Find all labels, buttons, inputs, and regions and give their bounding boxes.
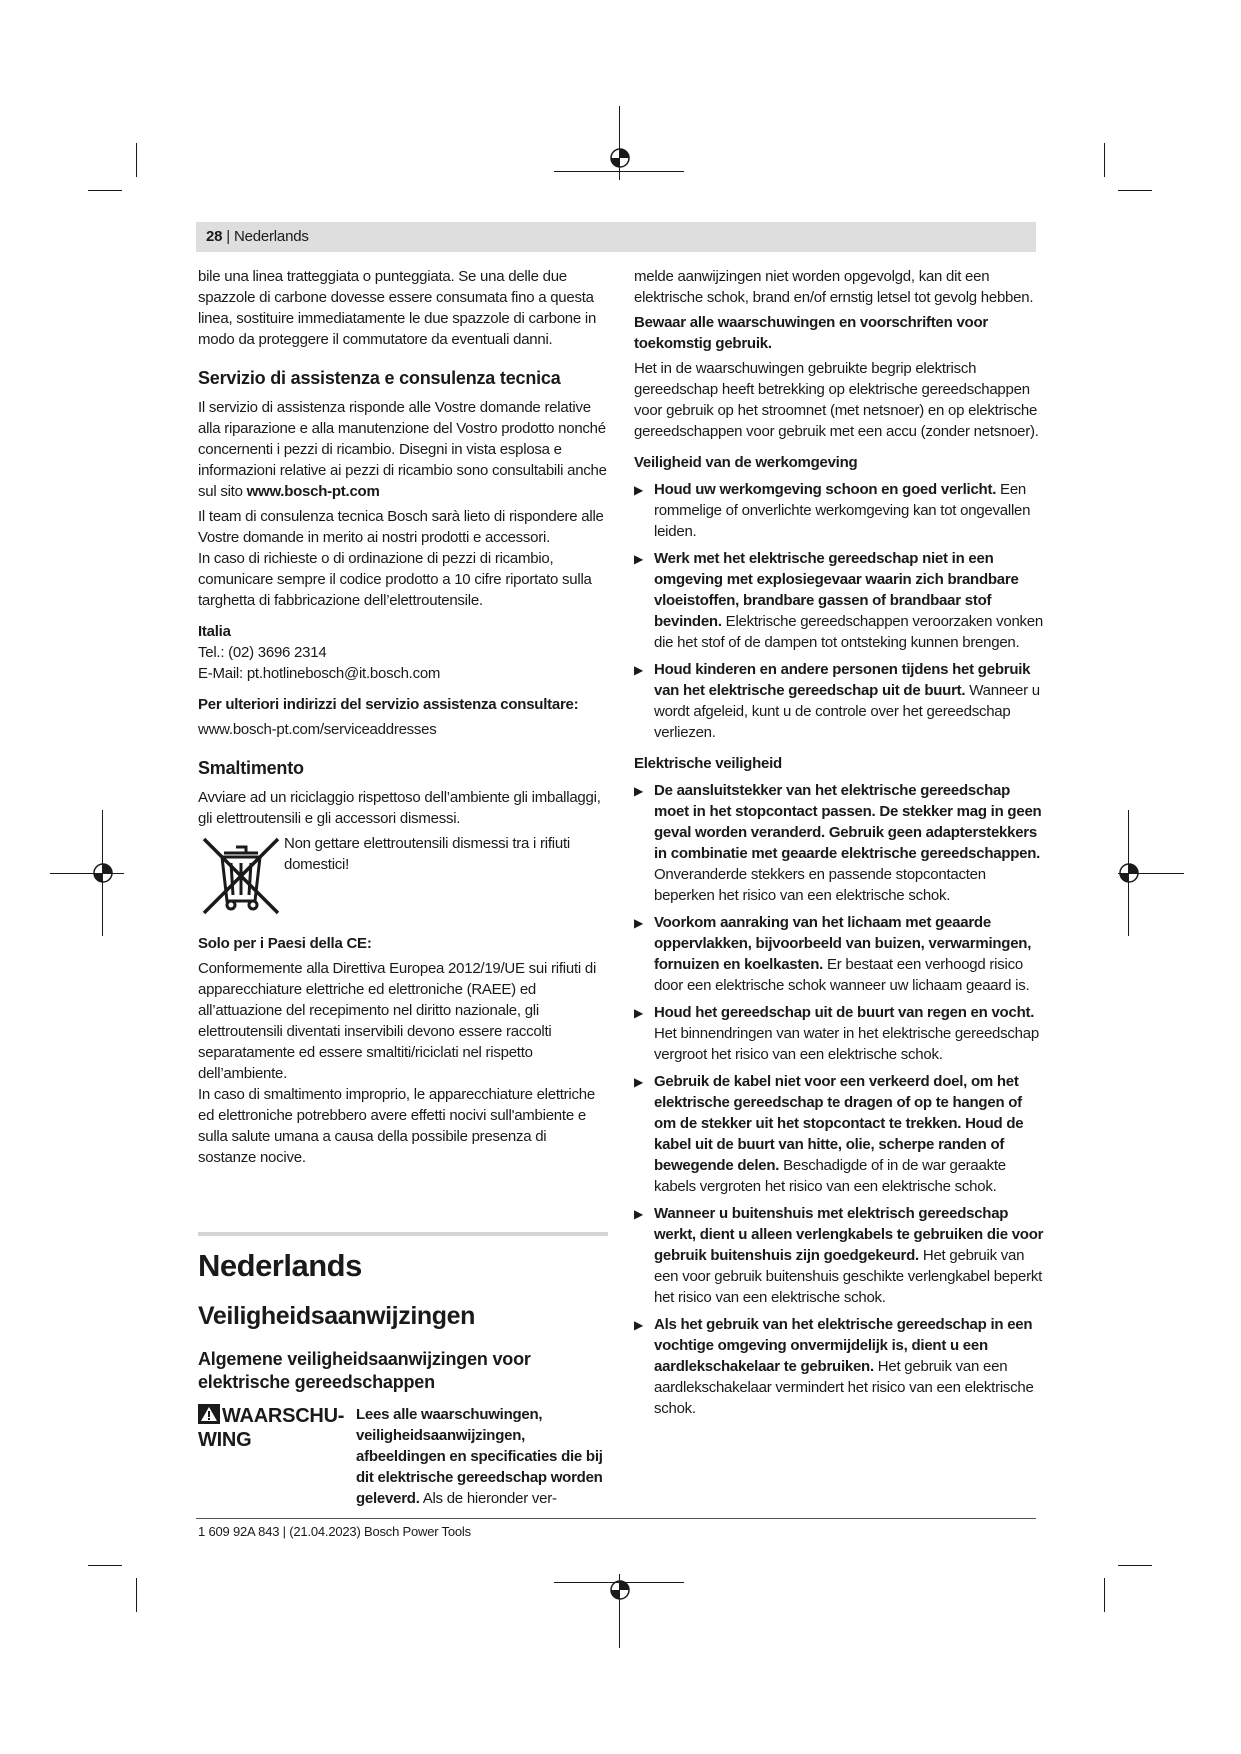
page-header (196, 222, 1036, 252)
list-item: ▶ Houd het gereedschap uit de buurt van regen en vocht. Het binnendringen van water in het elektrische gereedschap vergroot het risico van een elektrische schok. (634, 1004, 1039, 1063)
continuation-paragraph: melde aanwijzingen niet worden opgevolgd, kan dit een elektrische schok, brand en/of ernstig letsel tot gevolg hebben. (634, 268, 1034, 306)
country-name: Italia (198, 623, 231, 640)
eu-heading: Solo per i Paesi della CE: (198, 935, 372, 952)
registration-target-top (606, 144, 634, 172)
crossed-bin-icon (198, 833, 284, 919)
warning-block (198, 1404, 608, 1509)
service-paragraph-3: In caso di richieste o di ordinazione di pezzi di ricambio, comunicare sempre il codice prodotto a 10 cifre riportato sulla targhetta di fabbricazione dell’elettroutensile. (198, 550, 592, 609)
intro-paragraph: bile una linea tratteggiata o punteggiata. Se una delle due spazzole di carbone dovesse essere consumata fino a questa linea, sostituire immediatamente le due spazzole di carbone in modo da proteggere il commutatore da eventuali danni. (198, 268, 597, 348)
triangle-right-icon: ▶ (634, 1318, 643, 1332)
list-item: ▶ Wanneer u buitenshuis met elektrisch gereedschap werkt, dient u alleen verlengkabels te gebruiken die voor gebruik buitenshuis zijn goedgekeurd. Het gebruik van een voor gebruik buitenshuis geschikte verlengkabel beperkt het risico van een elektrische schok. (634, 1205, 1044, 1306)
triangle-right-icon: ▶ (634, 1207, 643, 1221)
addresses-url: www.bosch-pt.com/serviceaddresses (198, 721, 437, 738)
work-area-heading: Veiligheid van de werkomgeving (634, 454, 858, 471)
service-heading: Servizio di assistenza e consulenza tecnica (198, 368, 561, 388)
list-item: ▶ Als het gebruik van het elektrische gereedschap in een vochtige omgeving onvermijdelijk is, dient u een aardlekschakelaar te gebruiken. Het gebruik van een aardlekschakelaar vermindert het risico van een elektrische schok. (634, 1316, 1034, 1417)
list-item: ▶ Houd uw werkomgeving schoon en goed verlicht. Een rommelige of onverlichte werkomgeving kan tot ongevallen leiden. (634, 481, 1031, 540)
disposal-notice (198, 833, 608, 919)
right-column (634, 266, 1044, 1419)
language-heading: Nederlands (198, 1248, 362, 1283)
email: E-Mail: pt.hotlinebosch@it.bosch.com (198, 665, 441, 682)
triangle-right-icon: ▶ (634, 552, 643, 566)
list-item: ▶ Voorkom aanraking van het lichaam met geaarde oppervlakken, bijvoorbeeld van buizen, verwarmingen, fornuizen en koelkasten. Er bestaat een verhoogd risico door een elektrische schok wanneer uw lichaam geaard is. (634, 914, 1032, 994)
header-section: Nederlands (233, 228, 309, 245)
left-column (198, 266, 608, 1509)
eu-paragraph-2: In caso di smaltimento improprio, le apparecchiature elettriche ed elettroniche potrebbero avere effetti nocivi sull'ambiente e sulla salute umana a causa della possibile presenza di sostanze nocive. (198, 1086, 595, 1166)
triangle-right-icon: ▶ (634, 916, 643, 930)
registration-target-bottom (606, 1576, 634, 1604)
service-url: www.bosch-pt.com (246, 483, 380, 500)
warning-triangle-icon (198, 1404, 220, 1424)
list-item: ▶ Werk met het elektrische gereedschap niet in een omgeving met explosiegevaar waarin zich brandbare vloeistoffen, brandbare gassen of brandbaar stof bevinden. Elektrische gereedschappen veroorzaken vonken die het stof of de dampen tot ontsteking kunnen brengen. (634, 550, 1043, 651)
general-safety-heading: Algemene veiligheidsaanwijzingen voor elektrische gereedschappen (198, 1349, 531, 1392)
list-item: ▶ Gebruik de kabel niet voor een verkeerd doel, om het elektrische gereedschap te dragen of op te hangen of om de stekker uit het stopcontact te trekken. Houd de kabel uit de buurt van hitte, olie, scherpe randen of bewegende delen. Beschadigde of in de war geraakte kabels vergroten het risico van een elektrische schok. (634, 1073, 1024, 1195)
phone: Tel.: (02) 3696 2314 (198, 644, 327, 661)
footer-rule (196, 1518, 1036, 1519)
disposal-icon-text: Non gettare elettroutensili dismessi tra i rifiuti domestici! (284, 835, 570, 873)
triangle-right-icon: ▶ (634, 784, 643, 798)
page-number: 28 (206, 228, 223, 245)
warning-label: WAARSCHU-WING (198, 1405, 345, 1451)
list-item: ▶ Houd kinderen en andere personen tijdens het gebruik van het elektrische gereedschap uit de buurt. Wanneer u wordt afgeleid, kunt u de controle over het gereedschap verliezen. (634, 661, 1040, 741)
more-addresses-label: Per ulteriori indirizzi del servizio assistenza consultare: (198, 696, 579, 713)
service-paragraph-2: Il team di consulenza tecnica Bosch sarà lieto di rispondere alle Vostre domande in merito ai nostri prodotti e accessori. (198, 508, 604, 546)
footer-text: 1 609 92A 843 | (21.04.2023) Bosch Power Tools (198, 1524, 471, 1539)
list-item: ▶ De aansluitstekker van het elektrische gereedschap moet in het stopcontact passen. De stekker mag in geen geval worden veranderd. Gebruik geen adapterstekkers in combinatie met geaarde elektrische gereedschappen. Onveranderde stekkers en passende stopcontacten beperken het risico van een elektrische schok. (634, 782, 1042, 904)
work-area-list (634, 479, 1044, 743)
warning-text: Lees alle waarschuwingen, veiligheidsaanwijzingen, afbeeldingen en specificaties die bij dit elektrische gereedschap worden geleverd. Als de hieronder ver- (356, 1406, 603, 1507)
electrical-safety-list (634, 780, 1044, 1419)
eu-paragraph-1: Conformemente alla Direttiva Europea 2012/19/UE sui rifiuti di apparecchiature elettriche ed elettroniche (RAEE) ed all’attuazione del recepimento nel diritto nazionale, gli elettroutensili diventati inservibili devono essere raccolti separatamente ed essere smaltiti/riciclati nel rispetto dell’ambiente. (198, 960, 597, 1082)
disposal-paragraph: Avviare ad un riciclaggio rispettoso dell’ambiente gli imballaggi, gli elettroutensili e gli accessori dismessi. (198, 789, 601, 827)
disposal-heading: Smaltimento (198, 758, 304, 778)
keep-instructions: Bewaar alle waarschuwingen en voorschriften voor toekomstig gebruik. (634, 314, 988, 352)
electrical-safety-heading: Elektrische veiligheid (634, 755, 782, 772)
service-paragraph-1: Il servizio di assistenza risponde alle Vostre domande relative alla riparazione e alla manutenzione del Vostro prodotto nonché concernenti i pezzi di ricambio. Disegni in vista esplosa e informazioni relative ai pezzi di ricambio sono consultabili anche sul sito www.bosch-pt.com (198, 399, 607, 500)
section-divider (198, 1232, 608, 1236)
triangle-right-icon: ▶ (634, 483, 643, 497)
triangle-right-icon: ▶ (634, 1075, 643, 1089)
header-separator: | (222, 228, 234, 245)
safety-heading: Veiligheidsaanwijzingen (198, 1302, 475, 1330)
triangle-right-icon: ▶ (634, 663, 643, 677)
triangle-right-icon: ▶ (634, 1006, 643, 1020)
term-definition: Het in de waarschuwingen gebruikte begrip elektrisch gereedschap heeft betrekking op elektrische gereedschappen voor gebruik op het stroomnet (met netsnoer) en op elektrische gereedschappen voor gebruik met een accu (zonder netsnoer). (634, 360, 1039, 440)
